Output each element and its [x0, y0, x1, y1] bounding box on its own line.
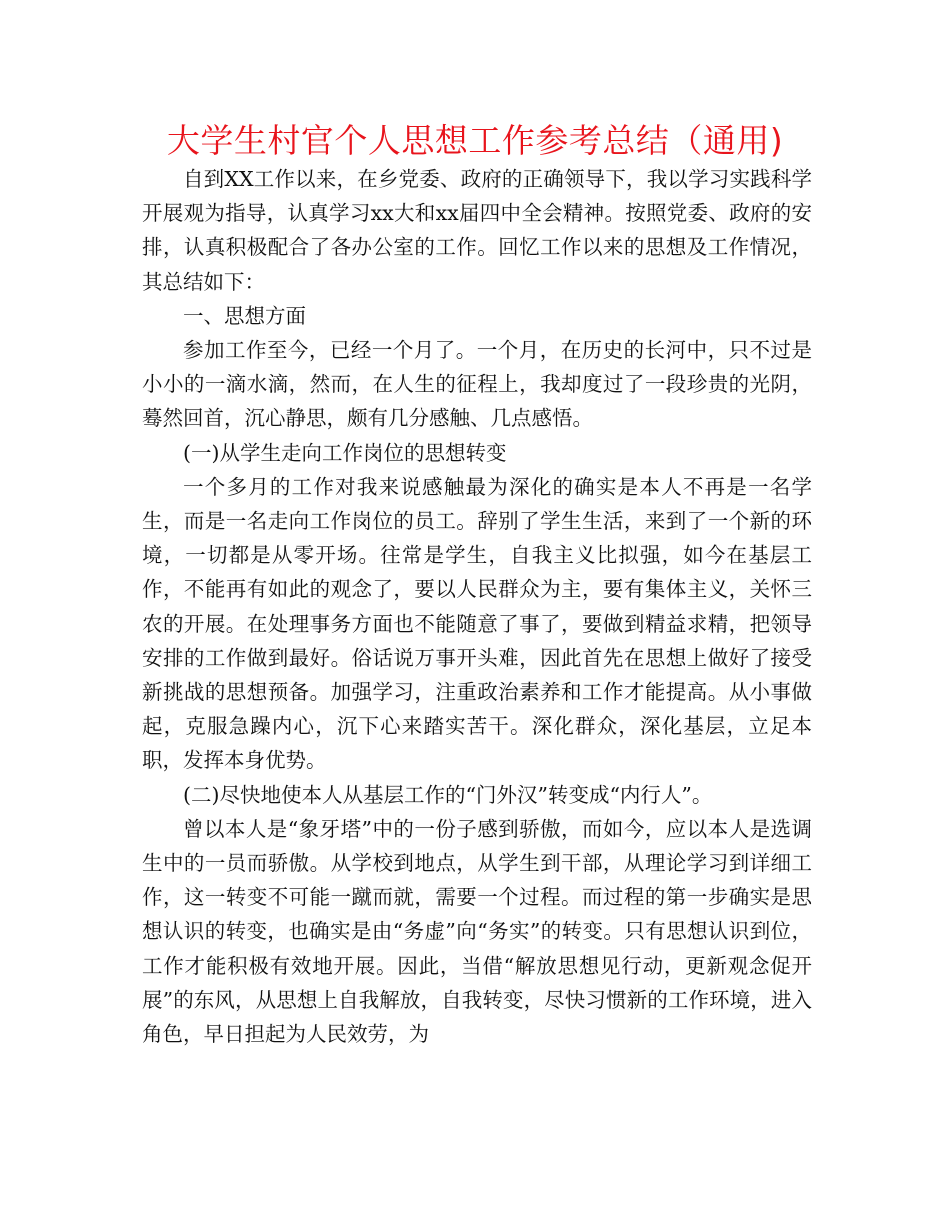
paragraph-intro: 自到XX工作以来，在乡党委、政府的正确领导下，我以学习实践科学开展观为指导，认真学习xx大和xx届四中全会精神。按照党委、政府的安排，认真积极配合了各办公室的工作。回忆工作以来的思想及工作情况，其总结如下：	[142, 167, 812, 294]
document-body	[142, 162, 812, 1051]
subheading-transition: (一)从学生走向工作岗位的思想转变	[183, 440, 507, 465]
paragraph-reflection: 参加工作至今，已经一个月了。一个月，在历史的长河中，只不过是小小的一滴水滴，然而，在人生的征程上，我却度过了一段珍贵的光阴，蓦然回首，沉心静思，颇有几分感触、几点感悟。	[142, 338, 812, 431]
section-heading-thought: 一、思想方面	[183, 303, 306, 328]
paragraph-outsider-insider: 曾以本人是“象牙塔”中的一份子感到骄傲，而如今，应以本人是选调生中的一员而骄傲。从学校到地点，从学生到干部，从理论学习到详细工作，这一转变不可能一蹴而就，需要一个过程。而过程的第一步确实是思想认识的转变，也确实是由“务虚”向“务实”的转变。只有思想认识到位，工作才能积极有效地开展。因此，当借“解放思想见行动，更新观念促开展”的东风，从思想上自我解放，自我转变，尽快习惯新的工作环境，进入角色，早日担起为人民效劳，为	[142, 816, 812, 1047]
paragraph-transition: 一个多月的工作对我来说感触最为深化的确实是本人不再是一名学生，而是一名走向工作岗位的员工。辞别了学生生活，来到了一个新的环境，一切都是从零开场。往常是学生，自我主义比拟强，如今在基层工作，不能再有如此的观念了，要以人民群众为主，要有集体主义，关怀三农的开展。在处理事务方面也不能随意了事了，要做到精益求精，把领导安排的工作做到最好。俗话说万事开头难，因此首先在思想上做好了接受新挑战的思想预备。加强学习，注重政治素养和工作才能提高。从小事做起，克服急躁内心，沉下心来踏实苦干。深化群众，深化基层，立足本职，发挥本身优势。	[142, 474, 812, 773]
subheading-outsider-insider: (二)尽快地使本人从基层工作的“门外汉”转变成“内行人”。	[183, 782, 713, 807]
document-title: 大学生村官个人思想工作参考总结（通用)	[166, 121, 784, 160]
